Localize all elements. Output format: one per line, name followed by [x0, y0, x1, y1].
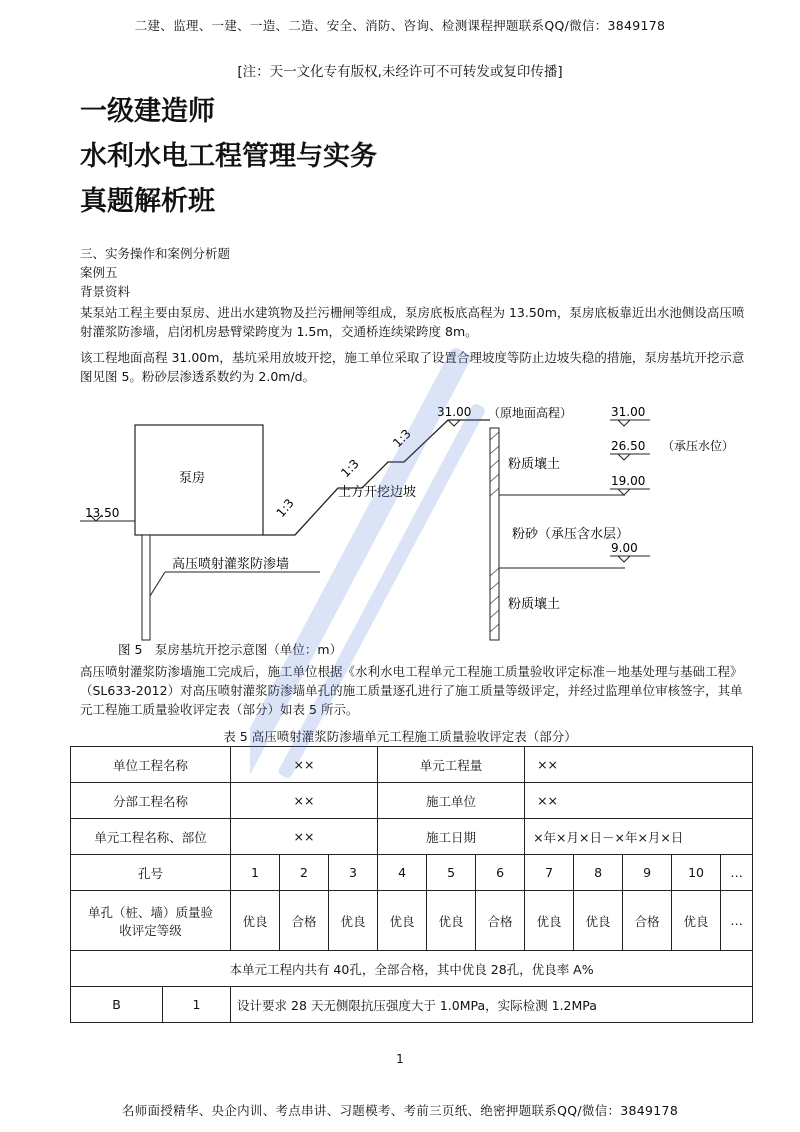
- figure-caption: 图 5 泵房基坑开挖示意图（单位：m）: [118, 642, 343, 657]
- b-index: 1: [163, 987, 231, 1023]
- grade-cell: 优良: [427, 891, 476, 951]
- confined-water-label: （承压水位）: [662, 439, 735, 453]
- table-row: [71, 951, 753, 987]
- unit-name-value: ××: [231, 819, 378, 855]
- section-heading: 三、实务操作和案例分析题: [80, 246, 231, 261]
- page-number: 1: [396, 1052, 404, 1066]
- unit-qty-value: ××: [525, 747, 753, 783]
- soil-column-hatch: [490, 428, 499, 640]
- soil-bottom-label: 粉质壤土: [508, 597, 561, 612]
- grade-cell: 优良: [378, 891, 427, 951]
- hole-number: 7: [525, 855, 574, 891]
- division-value: ××: [231, 783, 378, 819]
- table-row: [71, 891, 753, 951]
- hole-number: 6: [476, 855, 525, 891]
- right-elevation-4: [610, 541, 650, 562]
- unit-name-label: 单元工程名称、部位: [71, 819, 231, 855]
- slope-ratio-2: 1:3: [338, 456, 362, 481]
- hole-label: 孔号: [71, 855, 231, 891]
- right-elevation-2: [610, 438, 734, 460]
- grade-cell: 合格: [476, 891, 525, 951]
- grade-cell: 优良: [574, 891, 623, 951]
- grade-cell: 优良: [329, 891, 378, 951]
- grade-cell: 合格: [280, 891, 329, 951]
- b-label: B: [71, 987, 163, 1023]
- grade-cell: …: [721, 891, 753, 951]
- copyright-notice: [注：天一文化专有版权,未经许可不可转发或复印传播]: [237, 64, 563, 80]
- ground-label: （原地面高程）: [488, 406, 573, 420]
- grade-cell: 优良: [525, 891, 574, 951]
- cutoff-wall: [142, 535, 150, 640]
- slope-label: 土方开挖边坡: [338, 485, 417, 500]
- right-elevation-1: [610, 405, 650, 426]
- unit-project-label: 单位工程名称: [71, 747, 231, 783]
- hole-number: 3: [329, 855, 378, 891]
- grade-label: 单孔（桩、墙）质量验 收评定等级: [71, 891, 231, 951]
- hole-number: 1: [231, 855, 280, 891]
- background-paragraph-1: 某泵站工程主要由泵房、进出水建筑物及拦污栅闸等组成，泵房底板底高程为 13.50m，泵房底板靠近出水池侧设高压喷射灌浆防渗墙，启闭机房悬臂梁跨度为 1.5m，交通桥连续梁跨度 8m。: [80, 305, 745, 339]
- table-row: [71, 783, 753, 819]
- hole-number: 4: [378, 855, 427, 891]
- contractor-label: 施工单位: [378, 783, 525, 819]
- division-label: 分部工程名称: [71, 783, 231, 819]
- hole-number: 2: [280, 855, 329, 891]
- unit-qty-label: 单元工程量: [378, 747, 525, 783]
- hole-number: 10: [672, 855, 721, 891]
- table-row: [71, 987, 753, 1023]
- cutoff-wall-label: 高压喷射灌浆防渗墙: [172, 557, 290, 572]
- elevation-top-label: 31.00: [437, 405, 472, 419]
- table-row: [71, 747, 753, 783]
- after-paragraph: 高压喷射灌浆防渗墙施工完成后，施工单位根据《水利水电工程单元工程施工质量验收评定标准－地基处理与基础工程》（SL633-2012）对高压喷射灌浆防渗墙单孔的施工质量逐孔进行了施工质量等级评定，并经过监理单位审核签字，其单元工程施工质量验收评定表（部分）如表 5 所示。: [80, 664, 743, 717]
- case-label: 案例五: [80, 265, 118, 280]
- table-row: [71, 855, 753, 891]
- summary-cell: 本单元工程内共有 40孔，全部合格，其中优良 28孔，优良率 A%: [71, 951, 753, 987]
- header-banner: 二建、监理、一建、一造、二造、安全、消防、咨询、检测课程押题联系QQ/微信：3849178: [134, 18, 666, 33]
- hole-number: 5: [427, 855, 476, 891]
- title-line-2: 水利水电工程管理与实务: [80, 141, 377, 172]
- date-label: 施工日期: [378, 819, 525, 855]
- grade-cell: 优良: [672, 891, 721, 951]
- soil-mid-label: 粉砂（承压含水层）: [512, 527, 630, 542]
- svg-text:26.50: 26.50: [611, 439, 646, 453]
- elevation-left-label: 13.50: [85, 506, 120, 520]
- pump-house-label: 泵房: [178, 471, 206, 486]
- hole-number: 9: [623, 855, 672, 891]
- grade-cell: 合格: [623, 891, 672, 951]
- svg-text:9.00: 9.00: [611, 541, 638, 555]
- background-label: 背景资料: [80, 284, 131, 299]
- slope-ratio-3: 1:3: [390, 426, 414, 451]
- contractor-value: ××: [525, 783, 753, 819]
- grade-cell: 优良: [231, 891, 280, 951]
- table-caption: 表 5 高压喷射灌浆防渗墙单元工程施工质量验收评定表（部分）: [223, 729, 577, 744]
- background-paragraph-2: 该工程地面高程 31.00m，基坑采用放坡开挖，施工单位采取了设置合理坡度等防止边坡失稳的措施，泵房基坑开挖示意图见图 5。粉砂层渗透系数约为 2.0m/d。: [80, 350, 745, 384]
- excavation-figure: [70, 400, 750, 650]
- evaluation-table: [70, 746, 753, 1023]
- elevation-marker-top: [448, 420, 460, 426]
- soil-top-label: 粉质壤土: [508, 457, 561, 472]
- hole-number: …: [721, 855, 753, 891]
- date-value: ×年×月×日－×年×月×日: [525, 819, 753, 855]
- svg-text:19.00: 19.00: [611, 474, 646, 488]
- title-line-1: 一级建造师: [80, 96, 215, 127]
- svg-text:31.00: 31.00: [611, 405, 646, 419]
- slope-ratio-1: 1:3: [273, 496, 297, 520]
- right-elevation-3: [610, 474, 650, 495]
- table-row: [71, 819, 753, 855]
- excavation-slope: [263, 420, 490, 535]
- footer-banner: 名师面授精华、央企内训、考点串讲、习题模考、考前三页纸、绝密押题联系QQ/微信：3849178: [121, 1103, 679, 1118]
- b-text: 设计要求 28 天无侧限抗压强度大于 1.0MPa，实际检测 1.2MPa: [231, 987, 753, 1023]
- unit-project-value: ××: [231, 747, 378, 783]
- hole-number: 8: [574, 855, 623, 891]
- title-line-3: 真题解析班: [80, 186, 215, 217]
